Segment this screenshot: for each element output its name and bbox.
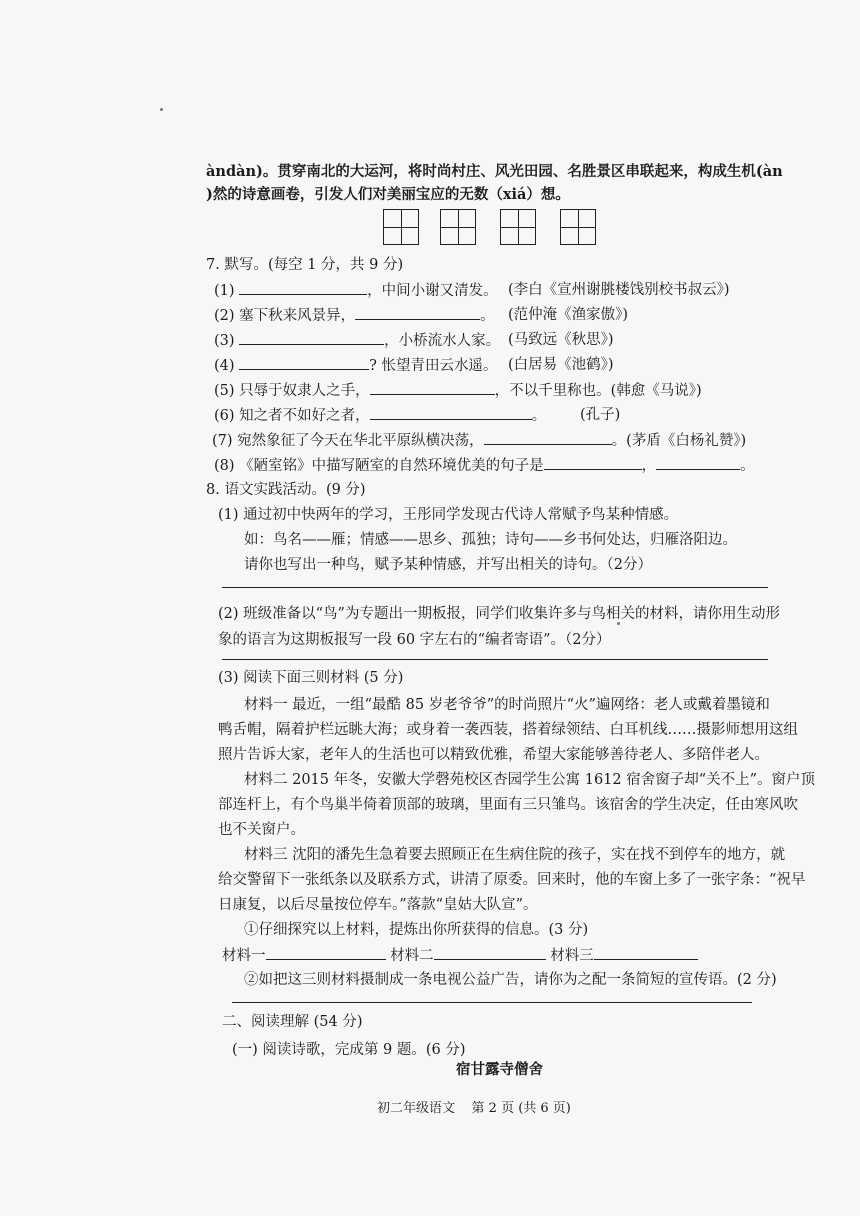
material-2-line-3: 也不关窗户。 [218,822,305,838]
answer-blank[interactable] [239,330,384,345]
item-text: ，不以千里称也。(韩愈《马说》) [494,383,702,399]
material-3-line-1: 材料三 沈阳的潘先生急着要去照顾正在生病住院的孩子，实在找不到停车的地方，就 [244,847,786,863]
answer-grid-3[interactable] [500,209,536,245]
q8-part1-intro: (1) 通过初中快两年的学习，王彤同学发现古代诗人常赋予鸟某种情感。 [218,507,679,523]
item-text: 。(茅盾《白杨礼赞》) [611,433,747,449]
material-2-line-2: 部连杆上，有个鸟巢半倚着顶部的玻璃，里面有三只雏鸟。该宿舍的学生决定，任由寒风吹 [218,797,798,813]
q8-sub-question-2: ②如把这三则材料摄制成一条电视公益广告，请你为之配一条简短的宣传语。(2 分) [244,972,777,988]
item-text: ? 怅望青田云水遥。 [369,358,498,374]
item-text: 《陋室铭》中描写陋室的自然环境优美的句子是 [239,458,544,474]
item-number: (2) [214,308,235,324]
q7-item-7 [212,430,746,451]
q8-part3-title: (3) 阅读下面三则材料 (5 分) [218,670,404,686]
q7-item-4-source: (白居易《池鹤》) [508,357,614,373]
q8-part1-task: 请你也写出一种鸟，赋予某种情感，并写出相关的诗句。（2分） [244,557,652,573]
item-text: ， [641,458,657,474]
answer-blank[interactable] [239,280,367,295]
q8-part2-line-1: (2) 班级准备以“鸟”为专题出一期板报，同学们收集许多与鸟相关的材料，请你用生动形 [218,606,780,622]
item-text: 知之者不如好之者， [239,408,370,424]
material-1-line-3: 照片告诉大家，老年人的生活也可以精致优雅，希望大家能够善待老人、多陪伴老人。 [218,747,769,763]
answer-blank[interactable] [370,405,532,420]
q7-item-4 [214,355,498,376]
q7-item-8 [214,455,755,476]
item-number: (6) [214,408,235,424]
materials-answer-row [222,945,698,966]
q8-title: 8. 语文实践活动。(9 分) [206,482,366,498]
item-number: (4) [214,358,235,374]
answer-grid-1[interactable] [383,209,419,245]
item-text: 。 [480,308,495,324]
answer-blank[interactable] [434,945,546,960]
q6-line-2: )然的诗意画卷，引发人们对美丽宝应的无数（xiá）想。 [206,186,570,203]
item-number: (1) [214,283,235,299]
item-number: (8) [214,458,235,474]
material-1-line-1: 材料一 最近，一组“最酷 85 岁老爷爷”的时尚照片“火”遍网络：老人或戴着墨镜和 [244,697,770,713]
q7-item-2 [214,305,495,326]
answer-blank[interactable] [370,380,495,395]
material-2-label: 材料二 [390,948,434,964]
material-1-line-2: 鸭舌帽，隔着护栏远眺大海；或身着一袭西装，搭着绿领结、白耳机线……摄影师想用这组 [218,722,798,738]
answer-grid-4[interactable] [560,209,596,245]
q7-item-6-source: (孔子) [580,407,621,423]
item-text: ，中间小谢又清发。 [367,283,498,299]
item-text: 宛然象征了今天在华北平原纵横决荡， [237,433,484,449]
answer-blank[interactable] [484,430,612,445]
section-2-title: 二、阅读理解 (54 分) [222,1014,363,1030]
answer-line[interactable] [222,587,768,588]
item-number: (7) [212,433,233,449]
q7-item-3-source: (马致远《秋思》) [508,332,614,348]
item-text: 塞下秋来风景异， [239,308,356,324]
answer-grid-2[interactable] [440,209,476,245]
item-text: 。 [740,458,755,474]
q7-item-6 [214,405,546,426]
q7-item-5 [214,380,702,401]
answer-blank[interactable] [656,455,740,470]
q8-part2-line-2: 象的语言为这期板报写一段 60 字左右的“编者寄语”。（2分） [218,632,611,648]
material-1-label: 材料一 [222,948,266,964]
material-3-line-3: 日康复，以后尽量按位停车。”落款“皇姑大队宣”。 [218,897,538,913]
scan-speck [160,108,163,111]
q8-part1-example: 如：鸟名——雁；情感——思乡、孤独；诗句——乡书何处达，归雁洛阳边。 [244,532,737,548]
answer-line[interactable] [222,659,768,660]
q8-sub-question-1: ①仔细探究以上材料，提炼出你所获得的信息。(3 分) [244,922,589,938]
section-2-subtitle: (一) 阅读诗歌，完成第 9 题。(6 分) [232,1042,466,1058]
answer-blank[interactable] [266,945,386,960]
answer-blank[interactable] [355,305,480,320]
q7-item-3 [214,330,500,351]
answer-blank[interactable] [594,945,698,960]
item-number: (3) [214,333,235,349]
item-text: ，小桥流水人家。 [384,333,501,349]
answer-blank[interactable] [239,355,369,370]
q7-item-1 [214,280,498,301]
page-footer: 初二年级语文 第 2 页 (共 6 页) [377,1101,571,1116]
item-text: 只辱于奴隶人之手， [239,383,370,399]
q6-line-1: àndàn)。贯穿南北的大运河，将时尚村庄、风光田园、名胜景区串联起来，构成生机(àn [206,163,783,180]
material-2-line-1: 材料二 2015 年冬，安徽大学磬苑校区杏园学生公寓 1612 宿舍窗子却“关不上”。窗户顶 [244,772,816,788]
q7-item-1-source: (李白《宣州谢朓楼饯别校书叔云》) [508,282,730,298]
poem-title: 宿甘露寺僧舍 [456,1061,543,1078]
material-3-label: 材料三 [550,948,594,964]
item-text: 。 [531,408,547,424]
answer-blank[interactable] [544,455,642,470]
item-number: (5) [214,383,235,399]
answer-line[interactable] [232,1002,752,1003]
material-3-line-2: 给交警留下一张纸条以及联系方式，讲清了原委。回来时，他的车窗上多了一张字条：“祝早 [218,872,806,888]
q7-item-2-source: (范仲淹《渔家傲》) [508,307,629,323]
q7-title: 7. 默写。(每空 1 分，共 9 分) [206,257,404,273]
